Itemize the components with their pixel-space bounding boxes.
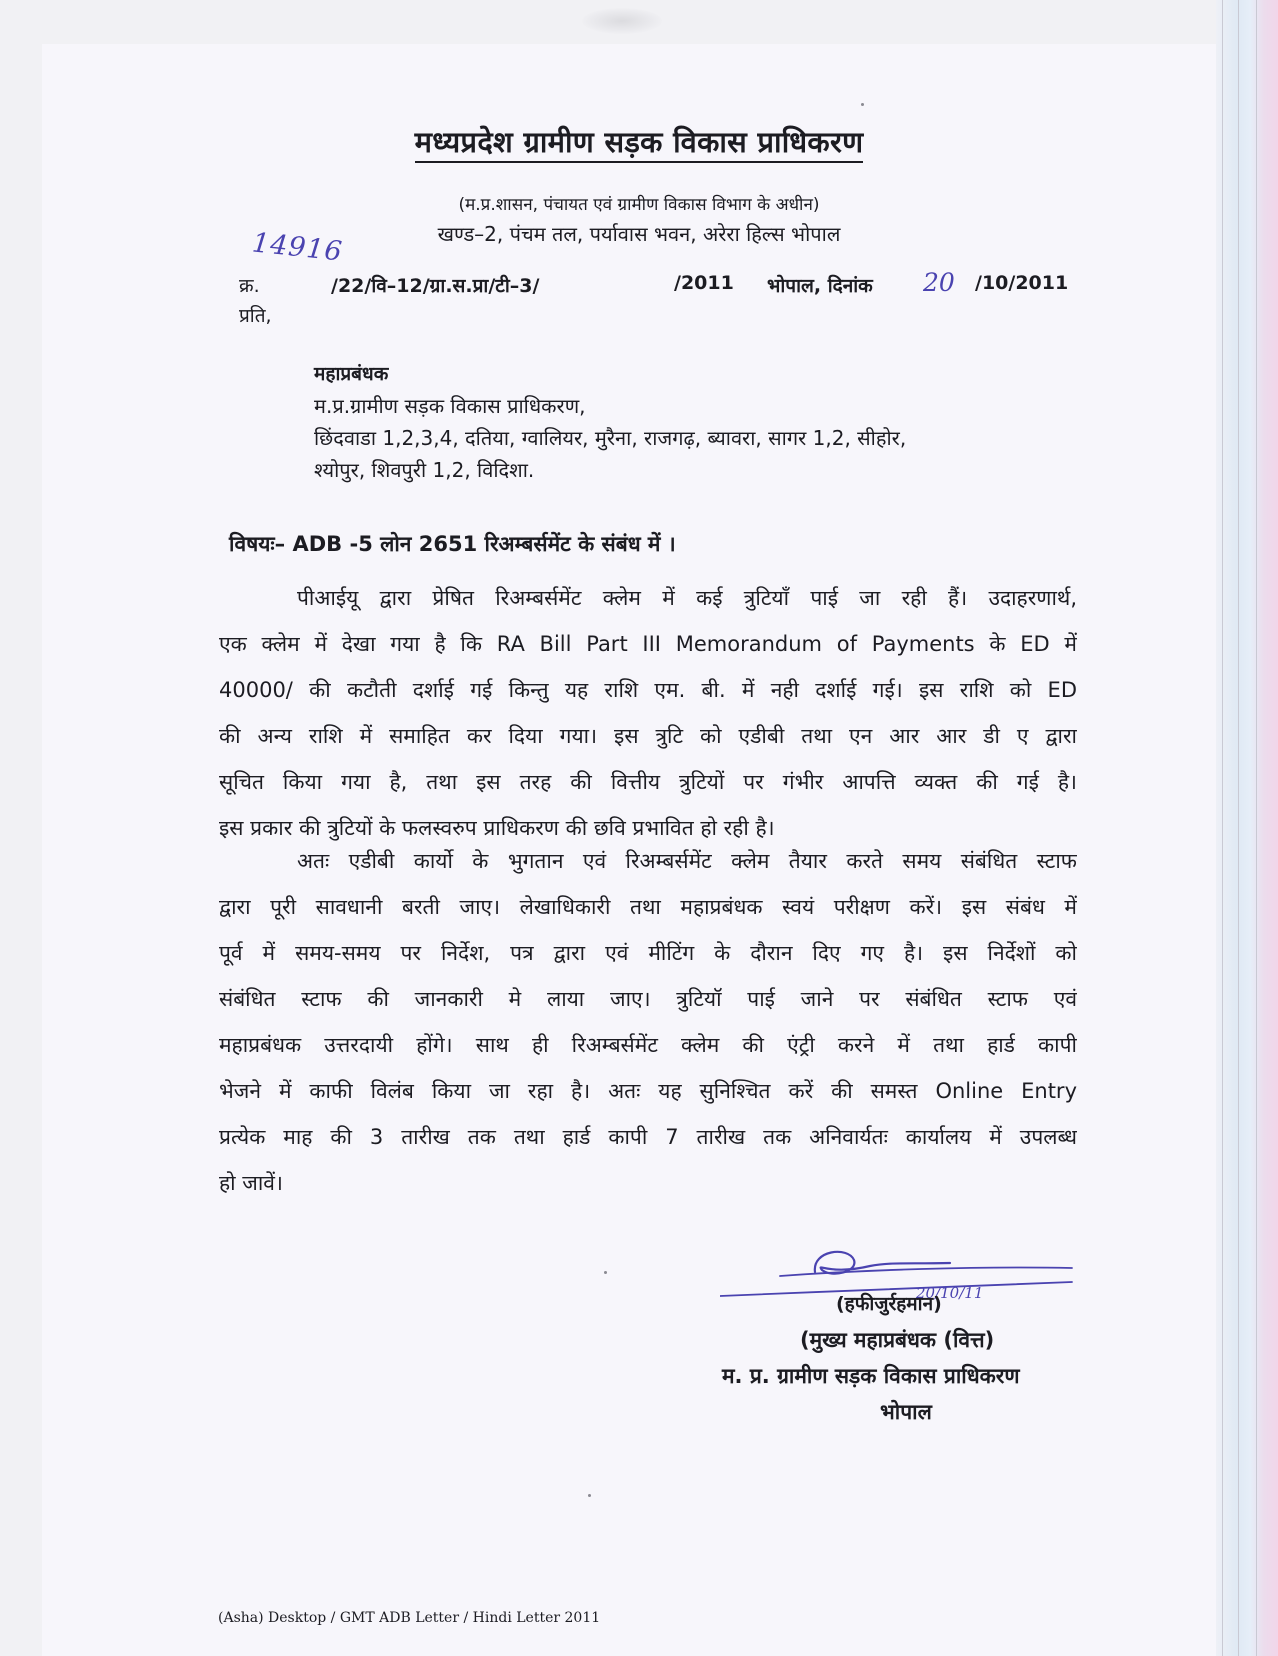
reference-year: /2011	[674, 272, 734, 294]
addressee-line: म.प्र.ग्रामीण सड़क विकास प्राधिकरण,	[314, 394, 586, 418]
prati-label: प्रति,	[239, 305, 272, 327]
paragraph-line: भेजने में काफी विलंब किया जा रहा है। अतः यह सुनिश्चित करें की समस्त Online Entry	[219, 1079, 1077, 1103]
addressee-title: महाप्रबंधक	[314, 363, 389, 385]
embossed-seal-mark	[582, 8, 662, 34]
footer-file-path: (Asha) Desktop / GMT ADB Letter / Hindi Letter 2011	[218, 1610, 601, 1626]
paragraph-line: पीआईयू द्वारा प्रेषित रिअम्बर्समेंट क्लेम में कई त्रुटियाँ पाई जा रही हैं। उदाहरणार्थ,	[297, 586, 1077, 610]
addressee-line: श्योपुर, शिवपुरी 1,2, विदिशा.	[314, 458, 535, 482]
paragraph-line: सूचित किया गया है, तथा इस तरह की वित्तीय त्रुटियों पर गंभीर आपत्ति व्यक्त की गई है।	[219, 770, 1077, 794]
scan-speck	[861, 103, 864, 106]
subject-line: विषयः– ADB -5 लोन 2651 रिअम्बर्समेंट के संबंध में ।	[229, 532, 676, 556]
handwritten-dispatch-number: 14916	[250, 227, 345, 268]
signatory-name: (हफीजुर्रहमान)	[836, 1293, 942, 1315]
addressee-line: छिंदवाडा 1,2,3,4, दतिया, ग्वालियर, मुरैना, राजगढ़, ब्यावरा, सागर 1,2, सीहोर,	[314, 426, 907, 450]
paragraph-line: इस प्रकार की त्रुटियों के फलस्वरुप प्राधिकरण की छवि प्रभावित हो रही है।	[219, 816, 775, 840]
paragraph-line: एक क्लेम में देखा गया है कि RA Bill Part III Memorandum of Payments के ED में	[219, 632, 1077, 656]
letterhead-address: खण्ड–2, पंचम तल, पर्यावास भवन, अरेरा हिल्स भोपाल	[437, 222, 841, 246]
paragraph-line: हो जावें।	[219, 1171, 283, 1195]
place-date-label: भोपाल, दिनांक	[767, 275, 873, 297]
paragraph-line: की अन्य राशि में समाहित कर दिया गया। इस त्रुटि को एडीबी तथा एन आर आर डी ए द्वारा	[219, 724, 1077, 748]
paragraph-line: महाप्रबंधक उत्तरदायी होंगे। साथ ही रिअम्बर्समेंट क्लेम की एंट्री करने में तथा हार्ड कापी	[219, 1033, 1077, 1057]
signature-date: 20/10/11	[916, 1284, 984, 1302]
reference-line	[239, 268, 1079, 300]
body-paragraph-1	[219, 575, 1077, 851]
paragraph-line: द्वारा पूरी सावधानी बरती जाए। लेखाधिकारी तथा महाप्रबंधक स्वयं परीक्षण करें। इस संबंध में	[219, 895, 1077, 919]
signatory-designation: (मुख्य महाप्रबंधक (वित्त)	[800, 1328, 995, 1352]
paragraph-line: 40000/ की कटौती दर्शाई गई किन्तु यह राशि एम. बी. में नही दर्शाई गई। इस राशि को ED	[219, 678, 1077, 702]
paragraph-line: पूर्व में समय-समय पर निर्देश, पत्र द्वारा एवं मीटिंग के दौरान दिए गए है। इस निर्देशों को	[219, 941, 1077, 965]
body-paragraph-2	[219, 838, 1077, 1206]
handwritten-day: 20	[923, 268, 955, 297]
scan-edge-band	[1216, 0, 1278, 1656]
paragraph-line: संबंधित स्टाफ की जानकारी मे लाया जाए। त्रुटियॉ पाई जाने पर संबंधित स्टाफ एवं	[219, 987, 1077, 1011]
scan-speck	[588, 1494, 591, 1497]
date-month-year: /10/2011	[975, 272, 1069, 294]
reference-code: /22/वि–12/ग्रा.स.प्रा/टी–3/	[331, 275, 540, 297]
paragraph-line: अतः एडीबी कार्यो के भुगतान एवं रिअम्बर्समेंट क्लेम तैयार करते समय संबंधित स्टाफ	[297, 849, 1077, 873]
letterhead-subtitle: (म.प्र.शासन, पंचायत एवं ग्रामीण विकास विभाग के अधीन)	[458, 195, 820, 215]
reference-label: क्र.	[239, 275, 260, 297]
scan-speck	[604, 1271, 607, 1274]
paragraph-line: प्रत्येक माह की 3 तारीख तक तथा हार्ड कापी 7 तारीख तक अनिवार्यतः कार्यालय में उपलब्ध	[219, 1125, 1077, 1149]
signatory-city: भोपाल	[880, 1400, 932, 1424]
letterhead-title: मध्यप्रदेश ग्रामीण सड़क विकास प्राधिकरण	[0, 122, 1278, 161]
signatory-organization: म. प्र. ग्रामीण सड़क विकास प्राधिकरण	[722, 1364, 1020, 1388]
